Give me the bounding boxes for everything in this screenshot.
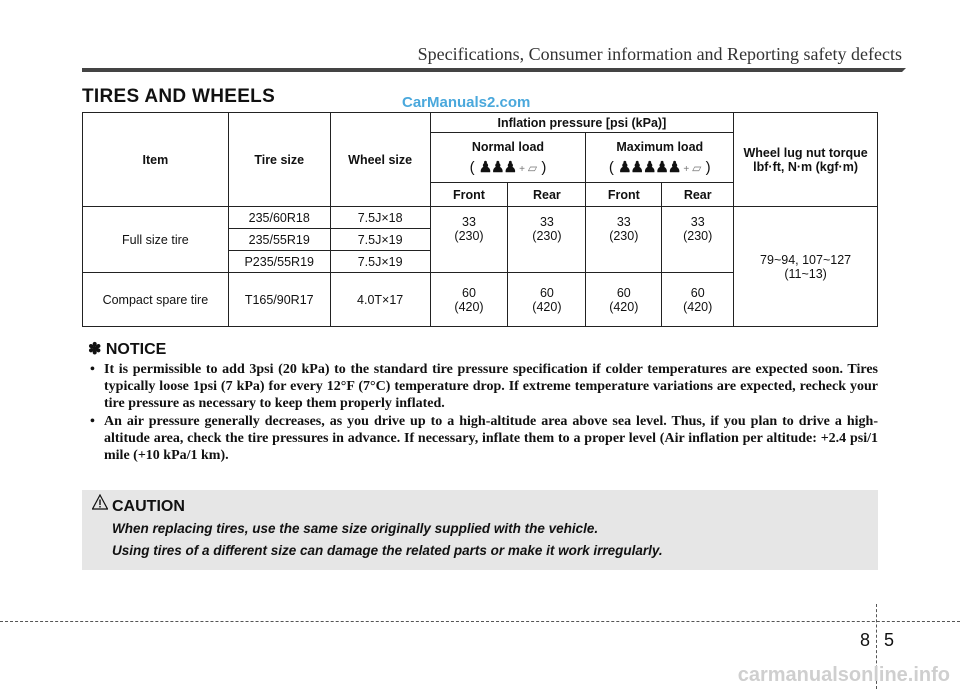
header-normal-rear: Rear bbox=[508, 183, 586, 207]
full-size-wheel-size-1: 7.5J×18 bbox=[330, 207, 430, 229]
compact-max-front-pressure: 60 (420) bbox=[586, 273, 662, 327]
compact-normal-front-pressure: 60 (420) bbox=[430, 273, 508, 327]
torque-header-line2: lbf·ft, N·m (kgf·m) bbox=[753, 159, 858, 174]
maximum-load-label: Maximum load bbox=[616, 139, 704, 154]
normal-load-label: Normal load bbox=[471, 139, 545, 154]
caution-title: CAUTION bbox=[112, 498, 185, 515]
full-size-tire-size-1: 235/60R18 bbox=[228, 207, 330, 229]
full-size-wheel-size-2: 7.5J×19 bbox=[330, 229, 430, 251]
caution-line-1: When replacing tires, use the same size originally supplied with the vehicle. bbox=[112, 521, 599, 536]
caution-heading bbox=[112, 498, 185, 516]
compact-max-rear-pressure: 60 (420) bbox=[662, 273, 734, 327]
header-item: Item bbox=[83, 113, 229, 207]
header-lug-nut-torque bbox=[734, 113, 878, 207]
torque-value-line2: (11~13) bbox=[784, 266, 827, 281]
compact-tire-size: T165/90R17 bbox=[228, 273, 330, 327]
header-inflation-pressure: Inflation pressure [psi (kPa)] bbox=[430, 113, 734, 133]
watermark-top[interactable]: CarManuals2.com bbox=[402, 94, 531, 111]
header-rule-tip bbox=[902, 68, 906, 72]
header-rule bbox=[82, 68, 902, 72]
spacer-cell bbox=[662, 251, 734, 273]
spacer-cell bbox=[508, 251, 586, 273]
page-chapter: 8 bbox=[860, 630, 871, 650]
warning-triangle-icon bbox=[92, 494, 108, 510]
full-size-wheel-size-3: 7.5J×19 bbox=[330, 251, 430, 273]
header-tire-size: Tire size bbox=[228, 113, 330, 207]
notice-title: ✽ NOTICE bbox=[88, 341, 167, 358]
normal-load-pictogram-icon: ( ♟♟♟ + ▱ ) bbox=[469, 158, 547, 176]
full-size-tire-label: Full size tire bbox=[83, 207, 229, 273]
header-max-rear: Rear bbox=[662, 183, 734, 207]
full-max-front-pressure: 33 (230) bbox=[586, 207, 662, 251]
notice-list bbox=[88, 361, 878, 465]
spacer-cell bbox=[430, 251, 508, 273]
compact-wheel-size: 4.0T×17 bbox=[330, 273, 430, 327]
caution-line-2: Using tires of a different size can damage the related parts or make it work irregularly. bbox=[112, 543, 663, 558]
full-size-tire-size-3: P235/55R19 bbox=[228, 251, 330, 273]
running-header: Specifications, Consumer information and Reporting safety defects bbox=[417, 44, 902, 64]
header-maximum-load bbox=[586, 133, 734, 183]
header-wheel-size: Wheel size bbox=[330, 113, 430, 207]
notice-item: • An air pressure generally decreases, as you drive up to a high-altitude area above sea level. Thus, if you plan to drive a high-altitude area, check the tire pressures in advance. If necessary, inflate them to a proper level (Air inflation per altitude: +2.4 psi/1 mile (+10 kPa/1 km). bbox=[88, 413, 878, 464]
section-title: TIRES AND WHEELS bbox=[82, 86, 276, 107]
footer-rule bbox=[0, 621, 960, 622]
torque-value-line1: 79~94, 107~127 bbox=[760, 252, 852, 267]
header-normal-load bbox=[430, 133, 586, 183]
caution-box bbox=[82, 490, 878, 570]
compact-spare-tire-label: Compact spare tire bbox=[83, 273, 229, 327]
header-normal-front: Front bbox=[430, 183, 508, 207]
full-max-rear-pressure: 33 (230) bbox=[662, 207, 734, 251]
spacer-cell bbox=[586, 251, 662, 273]
header-max-front: Front bbox=[586, 183, 662, 207]
compact-normal-rear-pressure: 60 (420) bbox=[508, 273, 586, 327]
full-normal-rear-pressure: 33 (230) bbox=[508, 207, 586, 251]
full-size-tire-size-2: 235/55R19 bbox=[228, 229, 330, 251]
lug-nut-torque-value bbox=[734, 207, 878, 327]
tire-spec-table bbox=[82, 112, 878, 327]
page-number: 5 bbox=[884, 630, 895, 650]
torque-header-line1: Wheel lug nut torque bbox=[743, 145, 868, 160]
full-normal-front-pressure: 33 (230) bbox=[430, 207, 508, 251]
notice-item: • It is permissible to add 3psi (20 kPa) to the standard tire pressure specification if colder temperatures are expected soon. Tires typically loose 1psi (7 kPa) for every 12°F (7°C) temperature drop. If extreme temperature variations are expected, recheck your tire pressure as necessary to keep them properly inflated. bbox=[88, 361, 878, 412]
watermark-bottom[interactable]: carmanualsonline.info bbox=[737, 664, 950, 686]
maximum-load-pictogram-icon: ( ♟♟♟♟♟ + ▱ ) bbox=[608, 158, 711, 176]
